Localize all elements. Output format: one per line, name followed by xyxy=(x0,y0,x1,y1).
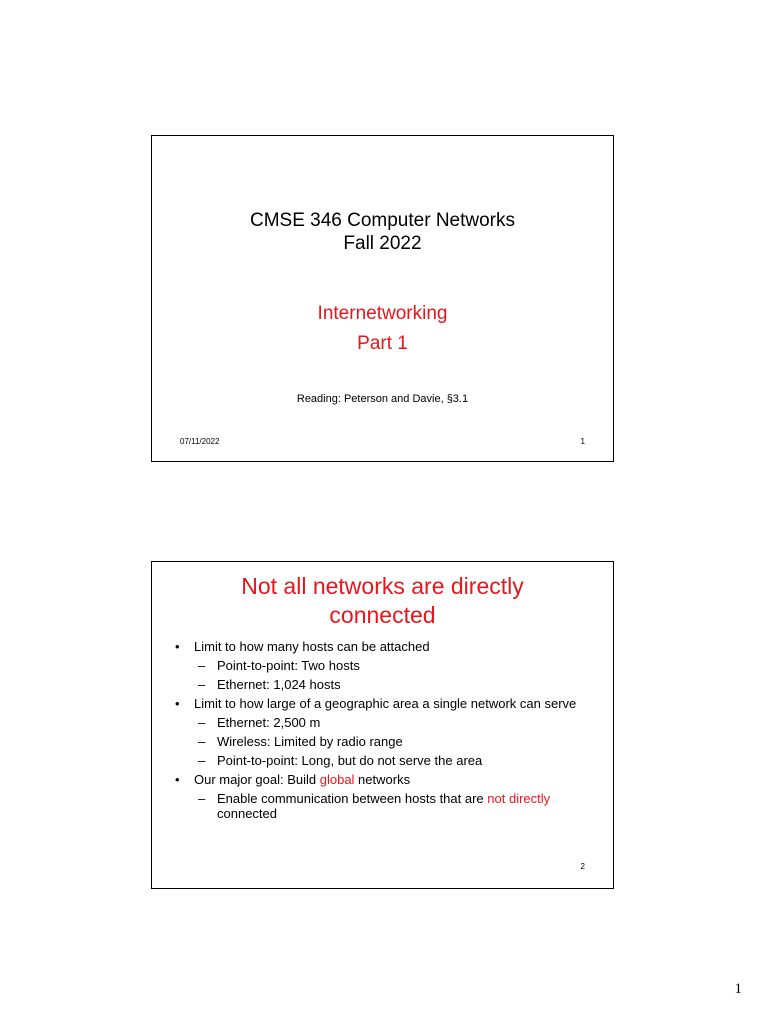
list-item xyxy=(175,639,595,654)
slide-1-title-line-1: CMSE 346 Computer Networks xyxy=(249,210,516,231)
list-item xyxy=(175,715,595,730)
highlight-text: global xyxy=(319,772,355,787)
slide-1-number: 1 xyxy=(580,437,585,446)
list-item xyxy=(175,696,595,711)
sub-bullet-marker: – xyxy=(198,791,206,806)
slide-2 xyxy=(151,561,614,889)
list-item-text: Point-to-point: Two hosts xyxy=(217,658,360,673)
list-item-text-before: Enable communication between hosts that are xyxy=(217,791,488,806)
slide-2-title-line-2: connected xyxy=(329,602,436,628)
slide-1-title-line-2: Fall 2022 xyxy=(343,233,422,254)
slide-1-subtitle-line-2: Part 1 xyxy=(357,333,408,354)
bullet-marker: • xyxy=(175,696,180,711)
sub-bullet-marker: – xyxy=(198,715,206,730)
list-item xyxy=(175,772,595,787)
slide-1 xyxy=(151,135,614,462)
list-item xyxy=(175,734,595,749)
list-item-text: Limit to how many hosts can be attached xyxy=(194,639,430,654)
slide-2-title-line-1: Not all networks are directly xyxy=(241,573,524,599)
list-item xyxy=(175,791,595,821)
list-item-text: Point-to-point: Long, but do not serve the area xyxy=(217,753,483,768)
slide-2-number: 2 xyxy=(580,862,585,871)
list-item-text xyxy=(217,791,550,821)
sub-bullet-marker: – xyxy=(198,734,206,749)
bullet-marker: • xyxy=(175,772,180,787)
slide-1-subtitle xyxy=(152,299,613,359)
list-item-text xyxy=(194,772,410,787)
slide-1-date: 07/11/2022 xyxy=(180,437,220,446)
slide-1-reading: Reading: Peterson and Davie, §3.1 xyxy=(296,393,469,405)
page-number: 1 xyxy=(734,981,742,997)
list-item xyxy=(175,753,595,768)
sub-bullet-marker: – xyxy=(198,677,206,692)
list-item-text: Limit to how large of a geographic area a single network can serve xyxy=(194,696,577,711)
slide-2-title xyxy=(152,572,613,630)
list-item-text-after: connected xyxy=(217,806,277,821)
list-item-text-before: Our major goal: Build xyxy=(194,772,320,787)
list-item-text: Ethernet: 1,024 hosts xyxy=(217,677,341,692)
list-item xyxy=(175,677,595,692)
list-item-text: Wireless: Limited by radio range xyxy=(217,734,403,749)
slide-1-title xyxy=(152,209,613,255)
sub-bullet-marker: – xyxy=(198,658,206,673)
sub-bullet-marker: – xyxy=(198,753,206,768)
list-item-text-after: networks xyxy=(354,772,411,787)
slide-2-bullet-list xyxy=(175,639,595,825)
list-item-text: Ethernet: 2,500 m xyxy=(217,715,321,730)
bullet-marker: • xyxy=(175,639,180,654)
slide-1-subtitle-line-1: Internetworking xyxy=(317,303,448,324)
highlight-text: not directly xyxy=(487,791,551,806)
list-item xyxy=(175,658,595,673)
